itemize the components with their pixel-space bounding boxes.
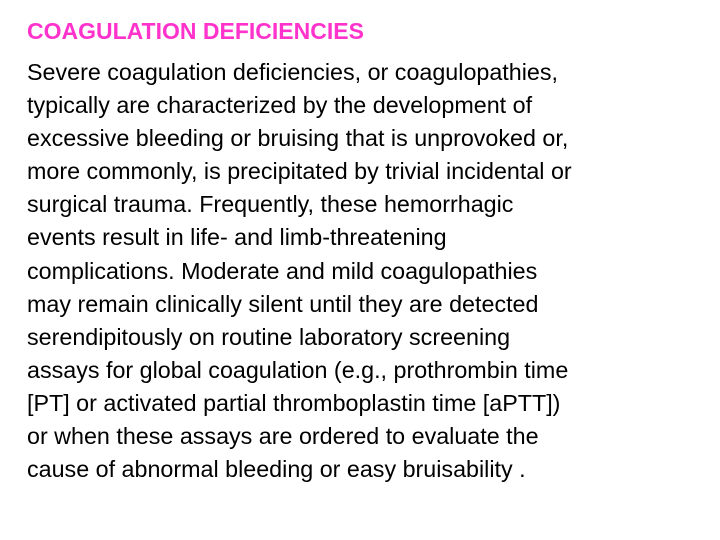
- body-line: assays for global coagulation (e.g., prothrombin time: [27, 356, 569, 383]
- body-line: typically are characterized by the development of: [27, 92, 533, 119]
- slide-title: COAGULATION DEFICIENCIES: [27, 18, 364, 44]
- body-line: events result in life- and limb-threatening: [27, 224, 447, 251]
- body-line: complications. Moderate and mild coagulopathies: [27, 257, 538, 284]
- body-line: Severe coagulation deficiencies, or coagulopathies,: [27, 59, 558, 85]
- body-line: more commonly, is precipitated by trivial incidental or: [27, 158, 572, 185]
- body-line: excessive bleeding or bruising that is unprovoked or,: [27, 125, 569, 152]
- body-line: may remain clinically silent until they are detected: [27, 290, 539, 317]
- body-line: serendipitously on routine laboratory screening: [27, 323, 511, 350]
- body-line: surgical trauma. Frequently, these hemorrhagic: [27, 191, 514, 218]
- body-line: [PT] or activated partial thromboplastin time [aPTT]): [27, 389, 561, 416]
- body-line: or when these assays are ordered to evaluate the: [27, 423, 539, 450]
- body-line: cause of abnormal bleeding or easy bruisability .: [27, 456, 526, 483]
- body-paragraph: [27, 56, 707, 486]
